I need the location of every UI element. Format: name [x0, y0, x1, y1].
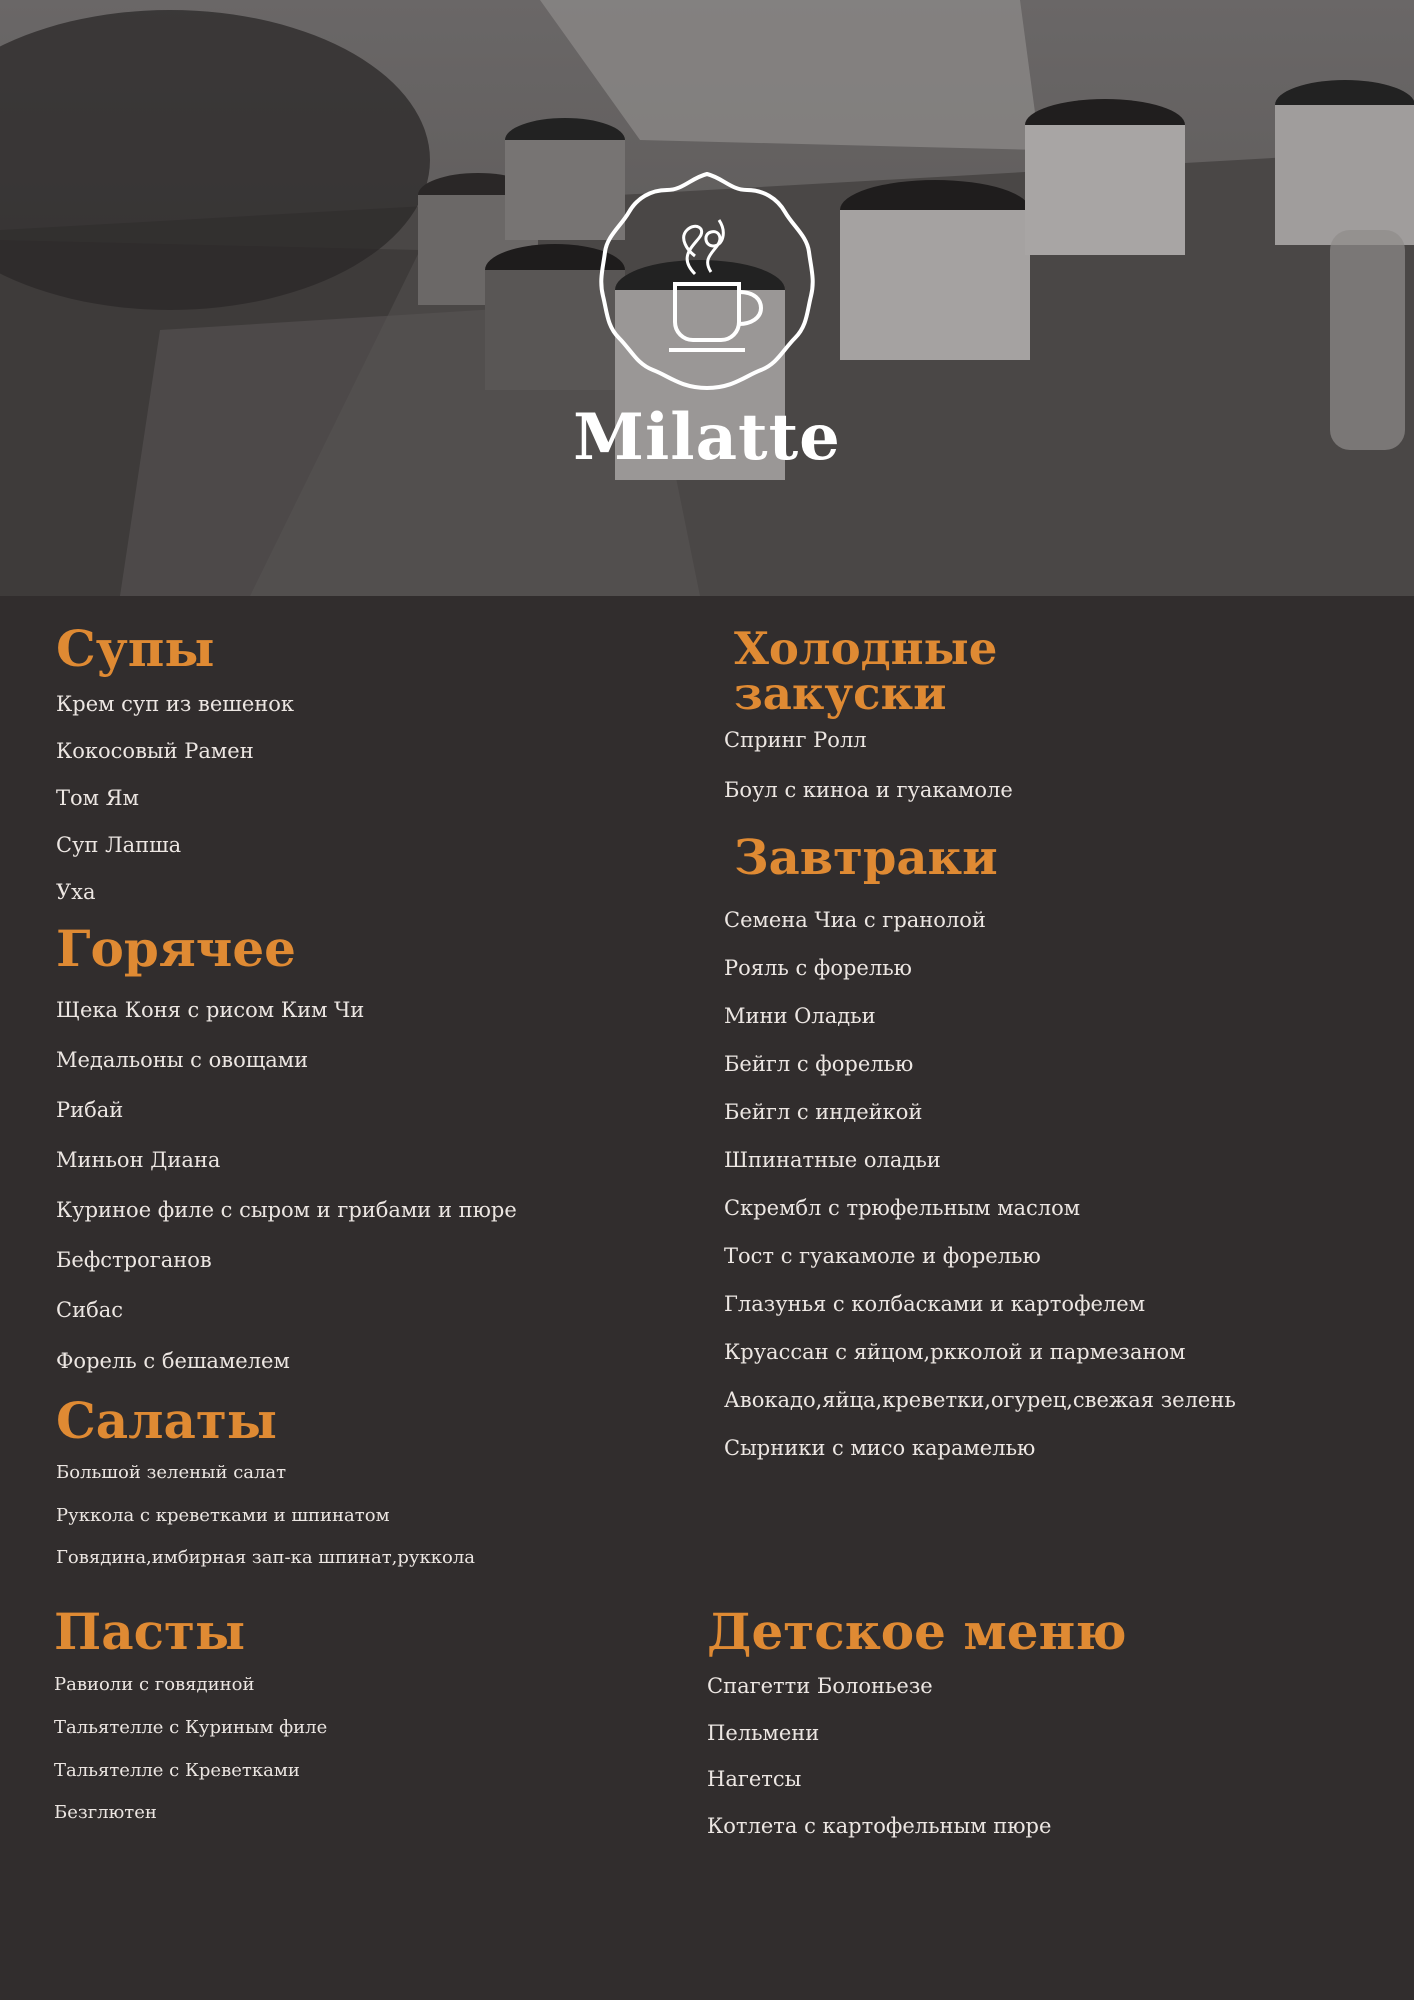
menu-item: Щека Коня с рисом Ким Чи: [56, 998, 365, 1022]
menu-item: Бейгл с форелью: [724, 1052, 914, 1076]
cold-starters-heading-line1: Холодные: [734, 622, 998, 675]
menu-item: Безглютен: [54, 1802, 157, 1823]
menu-item: Рояль с форелью: [724, 956, 912, 980]
menu-item: Говядина,имбирная зап-ка шпинат,руккола: [56, 1547, 476, 1568]
menu-item: Шпинатные оладьи: [724, 1148, 941, 1172]
menu-item: Сибас: [56, 1298, 123, 1322]
menu-item: Крем суп из вешенок: [56, 692, 295, 716]
menu-item: Миньон Диана: [56, 1148, 221, 1172]
menu-item: Тальятелле с Куриным филе: [54, 1717, 328, 1738]
menu-item: Равиоли с говядиной: [54, 1674, 255, 1695]
menu-item: Сырники с мисо карамелью: [724, 1436, 1036, 1460]
menu-item: Спагетти Болоньезе: [707, 1674, 933, 1698]
menu-item: Боул с киноа и гуакамоле: [724, 778, 1013, 802]
menu-item: Тост с гуакамоле и форелью: [724, 1244, 1041, 1268]
menu-item: Форель с бешамелем: [56, 1349, 290, 1373]
menu-item: Пельмени: [707, 1721, 820, 1745]
menu-item: Куриное филе с сыром и грибами и пюре: [56, 1198, 517, 1222]
menu-item: Спринг Ролл: [724, 728, 867, 752]
menu-item: Бейгл с индейкой: [724, 1100, 923, 1124]
brand-name: Milatte: [573, 400, 841, 475]
hero-photo: [0, 0, 1414, 596]
menu-item: Том Ям: [56, 786, 139, 810]
menu-item: Котлета с картофельным пюре: [707, 1814, 1052, 1838]
pastas-heading: Пасты: [54, 1602, 246, 1661]
menu-item: Уха: [56, 880, 96, 904]
menu-item: Суп Лапша: [56, 833, 182, 857]
soups-heading: Супы: [56, 619, 215, 678]
menu-item: Руккола с креветками и шпинатом: [56, 1505, 390, 1526]
menu-item: Семена Чиа с гранолой: [724, 908, 986, 932]
menu-item: Большой зеленый салат: [56, 1462, 287, 1483]
menu-item: Рибай: [56, 1098, 124, 1122]
breakfasts-heading: Завтраки: [734, 830, 998, 886]
cold-starters-heading: [734, 622, 998, 720]
menu-item: Бефстроганов: [56, 1248, 212, 1272]
menu-item: Нагетсы: [707, 1767, 802, 1791]
menu-item: Скрембл с трюфельным маслом: [724, 1196, 1081, 1220]
menu-item: Авокадо,яйца,креветки,огурец,свежая зелень: [724, 1388, 1236, 1412]
menu-item: Круассан с яйцом,ркколой и пармезаном: [724, 1340, 1186, 1364]
coffee-cup-badge-icon: [595, 168, 819, 394]
hot-heading: Горячее: [56, 919, 296, 978]
cold-starters-heading-line2: закуски: [734, 667, 947, 720]
menu-item: Медальоны с овощами: [56, 1048, 309, 1072]
menu-item: Тальятелле с Креветками: [54, 1760, 300, 1781]
kids-menu-heading: Детское меню: [707, 1602, 1127, 1661]
menu-item: Мини Оладьи: [724, 1004, 876, 1028]
menu-item: Кокосовый Рамен: [56, 739, 254, 763]
menu-item: Глазунья с колбасками и картофелем: [724, 1292, 1146, 1316]
salads-heading: Салаты: [56, 1391, 277, 1450]
